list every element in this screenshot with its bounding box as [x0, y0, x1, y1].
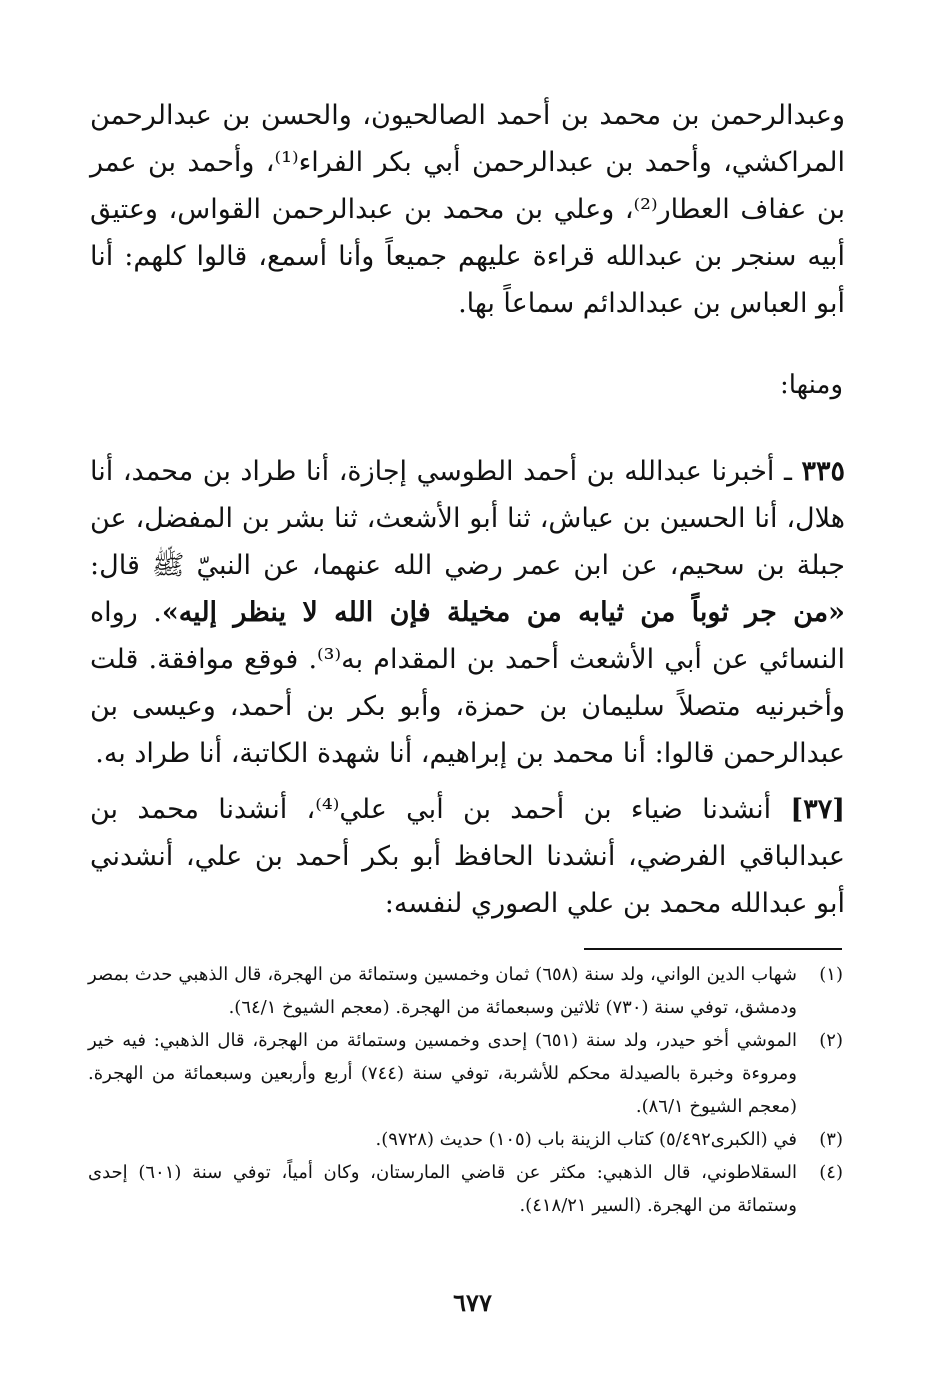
- hadith-text: «من جر ثوباً من ثيابه من مخيلة فإن الله لا ينظر إليه»: [161, 597, 845, 628]
- footnote-divider: [584, 948, 842, 950]
- paragraph-3: [90, 786, 845, 927]
- footnote-4: [88, 1156, 843, 1222]
- footnote-text: شهاب الدين الواني، ولد سنة (٦٥٨) ثمان وخمسين وستمائة من الهجرة، قال الذهبي حدث بمصر ودمشق، توفي سنة (٧٣٠) ثلاثين وسبعمائة من الهجرة. (معجم الشيوخ ٦٤/١).: [88, 964, 798, 1018]
- paragraph-2: [90, 448, 845, 777]
- footnotes: [88, 958, 843, 1222]
- paragraph-1: [90, 92, 845, 327]
- footnote-number: (٣): [819, 1129, 843, 1150]
- footnote-number: (٤): [819, 1162, 843, 1183]
- paragraph-1-text: وعبدالرحمن بن محمد بن أحمد الصالحيون، والحسن بن عبدالرحمن المراكشي، وأحمد بن عبدالرحمن أبي بكر الفراء⁽¹⁾، وأحمد بن عمر بن عفاف العطار⁽²⁾، وعلي بن محمد بن عبدالرحمن القواس، وعتيق أبيه سنجر بن عبدالله قراءة عليهم جميعاً وأنا أسمع، قالوا كلهم: أنا أبو العباس بن عبدالدائم سماعاً بها.: [90, 100, 846, 319]
- footnote-number: (٢): [819, 1030, 843, 1051]
- entry-number: [٣٧]: [790, 794, 845, 825]
- post-hadith-text: . رواه النسائي عن أبي الأشعث أحمد بن المقدام به⁽³⁾. فوقع موافقة. قلت وأخبرنيه متصلاً سليمان بن حمزة، وأبو بكر بن أحمد، وعيسى بن عبدالرحمن قالوا: أنا محمد بن إبراهيم، أنا شهدة الكاتبة، أنا طراد به.: [90, 597, 845, 769]
- footnote-text: الموشي أخو حيدر، ولد سنة (٦٥١) إحدى وخمسين وستمائة من الهجرة، قال الذهبي: فيه خير ومروءة وخبرة بالصيدلة محكم للأشربة، توفي سنة (٧٤٤) أربع وأربعين وسبعمائة من الهجرة. (معجم الشيوخ ٨٦/١).: [88, 1030, 797, 1117]
- page-number: ٦٧٧: [453, 1288, 492, 1317]
- hadith-number: ٣٣٥: [801, 456, 845, 487]
- paragraph-3-text: أنشدنا ضياء بن أحمد بن أبي علي⁽⁴⁾، أنشدنا محمد بن عبدالباقي الفرضي، أنشدنا الحافظ أبو بكر أحمد بن علي، أنشدني أبو عبدالله محمد بن علي الصوري لنفسه:: [90, 794, 845, 919]
- footnote-text: في (الكبرى٥/٤٩٢) كتاب الزينة باب (١٠٥) حديث (٩٧٢٨).: [375, 1129, 797, 1150]
- section-label: ومنها:: [780, 370, 843, 400]
- footnote-number: (١): [819, 964, 843, 985]
- footnote-2: [88, 1024, 843, 1123]
- footnote-1: [88, 958, 843, 1024]
- footnote-text: السقلاطوني، قال الذهبي: مكثر عن قاضي المارستان، وكان أمياً، توفي سنة (٦٠١) إحدى وستمائة من الهجرة. (السير ٤١٨/٢١).: [88, 1162, 797, 1216]
- footnote-3: [88, 1123, 843, 1156]
- isnad-text: ـ أخبرنا عبدالله بن أحمد الطوسي إجازة، أنا طراد بن محمد، أنا هلال، أنا الحسين بن عياش، ثنا أبو الأشعث، ثنا بشر بن المفضل، عن جبلة بن سحيم، عن ابن عمر رضي الله عنهما، عن النبيّ ﷺ قال:: [90, 456, 845, 581]
